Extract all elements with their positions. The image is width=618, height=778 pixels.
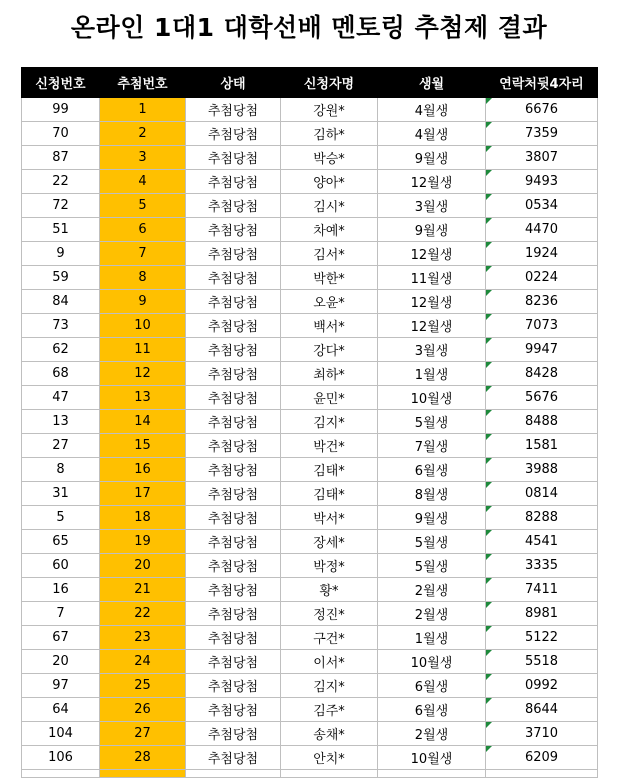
cell-birth-month[interactable]: 6월생 bbox=[378, 698, 486, 722]
cell-birth-month[interactable]: 10월생 bbox=[378, 650, 486, 674]
cell-value: 3807 bbox=[524, 150, 559, 165]
cell-value: 1581 bbox=[524, 438, 559, 453]
cell-status[interactable]: 추첨당첨 bbox=[186, 458, 281, 482]
cell-birth-month[interactable]: 6월생 bbox=[378, 674, 486, 698]
cell-applicant-name[interactable]: 양아* bbox=[281, 170, 378, 194]
cell-status[interactable]: 추첨당첨 bbox=[186, 170, 281, 194]
cell-application-number[interactable]: 64 bbox=[22, 698, 100, 722]
cell-draw-number[interactable]: 14 bbox=[100, 410, 186, 434]
cell-status[interactable]: 추첨당첨 bbox=[186, 554, 281, 578]
cell-draw-number[interactable]: 9 bbox=[100, 290, 186, 314]
cell-application-number[interactable]: 84 bbox=[22, 290, 100, 314]
cell-birth-month bbox=[378, 770, 486, 778]
cell-note-indicator-icon bbox=[486, 338, 492, 344]
table-row bbox=[22, 650, 598, 674]
cell-birth-month[interactable]: 12월생 bbox=[378, 170, 486, 194]
cell-status[interactable]: 추첨당첨 bbox=[186, 386, 281, 410]
cell-applicant-name bbox=[281, 770, 378, 778]
cell-application-number[interactable]: 13 bbox=[22, 410, 100, 434]
cell-value: 5518 bbox=[524, 654, 559, 669]
cell-application-number[interactable]: 62 bbox=[22, 338, 100, 362]
header-phone-last4: 연락처뒷4자리 bbox=[486, 68, 598, 98]
cell-note-indicator-icon bbox=[486, 362, 492, 368]
table-row bbox=[22, 218, 598, 242]
cell-applicant-name[interactable]: 김태* bbox=[281, 458, 378, 482]
cell-status[interactable]: 추첨당첨 bbox=[186, 722, 281, 746]
cell-birth-month[interactable]: 5월생 bbox=[378, 530, 486, 554]
cell-status[interactable]: 추첨당첨 bbox=[186, 410, 281, 434]
cell-note-indicator-icon bbox=[486, 434, 492, 440]
cell-birth-month[interactable]: 2월생 bbox=[378, 578, 486, 602]
cell-phone-last4[interactable] bbox=[486, 242, 598, 266]
cell-birth-month[interactable]: 5월생 bbox=[378, 410, 486, 434]
cell-status[interactable]: 추첨당첨 bbox=[186, 578, 281, 602]
cell-application-number[interactable]: 7 bbox=[22, 602, 100, 626]
cell-applicant-name[interactable]: 박건* bbox=[281, 434, 378, 458]
cell-draw-number[interactable]: 23 bbox=[100, 626, 186, 650]
cell-applicant-name[interactable]: 황* bbox=[281, 578, 378, 602]
cell-value: 0224 bbox=[524, 270, 559, 285]
cell-application-number[interactable]: 87 bbox=[22, 146, 100, 170]
cell-draw-number[interactable]: 2 bbox=[100, 122, 186, 146]
cell-phone-last4[interactable] bbox=[486, 482, 598, 506]
cell-applicant-name[interactable]: 강다* bbox=[281, 338, 378, 362]
cell-phone-last4[interactable] bbox=[486, 722, 598, 746]
cell-application-number[interactable]: 27 bbox=[22, 434, 100, 458]
table-row bbox=[22, 290, 598, 314]
cell-value: 6676 bbox=[524, 102, 559, 117]
cell-birth-month[interactable]: 6월생 bbox=[378, 458, 486, 482]
cell-phone-last4[interactable] bbox=[486, 578, 598, 602]
header-row bbox=[22, 68, 598, 98]
cell-birth-month[interactable]: 12월생 bbox=[378, 242, 486, 266]
cell-note-indicator-icon bbox=[486, 506, 492, 512]
cell-application-number[interactable]: 22 bbox=[22, 170, 100, 194]
cell-applicant-name[interactable]: 박서* bbox=[281, 506, 378, 530]
cell-application-number[interactable]: 5 bbox=[22, 506, 100, 530]
cell-birth-month[interactable]: 2월생 bbox=[378, 602, 486, 626]
cell-status[interactable]: 추첨당첨 bbox=[186, 434, 281, 458]
table-row bbox=[22, 410, 598, 434]
cell-value: 7359 bbox=[524, 126, 559, 141]
cell-phone-last4[interactable] bbox=[486, 410, 598, 434]
cell-note-indicator-icon bbox=[486, 98, 492, 104]
cell-birth-month[interactable]: 3월생 bbox=[378, 194, 486, 218]
cell-birth-month[interactable]: 5월생 bbox=[378, 554, 486, 578]
table-row bbox=[22, 146, 598, 170]
cell-phone-last4[interactable] bbox=[486, 698, 598, 722]
cell-draw-number[interactable]: 21 bbox=[100, 578, 186, 602]
cell-draw-number bbox=[100, 770, 186, 778]
cell-status[interactable]: 추첨당첨 bbox=[186, 530, 281, 554]
cell-applicant-name[interactable]: 김하* bbox=[281, 122, 378, 146]
cell-phone-last4[interactable] bbox=[486, 170, 598, 194]
cell-application-number[interactable]: 70 bbox=[22, 122, 100, 146]
cell-draw-number[interactable]: 22 bbox=[100, 602, 186, 626]
cell-draw-number[interactable]: 16 bbox=[100, 458, 186, 482]
cell-phone-last4[interactable] bbox=[486, 458, 598, 482]
table-row bbox=[22, 266, 598, 290]
cell-status[interactable]: 추첨당첨 bbox=[186, 290, 281, 314]
cell-value: 3710 bbox=[524, 726, 559, 741]
cell-draw-number[interactable]: 26 bbox=[100, 698, 186, 722]
cell-application-number[interactable]: 67 bbox=[22, 626, 100, 650]
cell-note-indicator-icon bbox=[486, 242, 492, 248]
cell-phone-last4[interactable] bbox=[486, 122, 598, 146]
cell-draw-number[interactable]: 18 bbox=[100, 506, 186, 530]
cell-status[interactable]: 추첨당첨 bbox=[186, 746, 281, 770]
cell-note-indicator-icon bbox=[486, 698, 492, 704]
table-row bbox=[22, 578, 598, 602]
cell-draw-number[interactable]: 7 bbox=[100, 242, 186, 266]
table-row bbox=[22, 122, 598, 146]
cell-application-number[interactable]: 31 bbox=[22, 482, 100, 506]
cell-note-indicator-icon bbox=[486, 602, 492, 608]
table-row bbox=[22, 698, 598, 722]
cell-draw-number[interactable]: 28 bbox=[100, 746, 186, 770]
table-row bbox=[22, 674, 598, 698]
cell-value: 0814 bbox=[524, 486, 559, 501]
cell-status[interactable]: 추첨당첨 bbox=[186, 698, 281, 722]
cell-value: 8236 bbox=[524, 294, 559, 309]
cell-phone-last4[interactable] bbox=[486, 530, 598, 554]
cell-value: 8981 bbox=[524, 606, 559, 621]
cell-birth-month[interactable]: 7월생 bbox=[378, 434, 486, 458]
cell-birth-month[interactable]: 1월생 bbox=[378, 362, 486, 386]
cell-birth-month[interactable]: 4월생 bbox=[378, 98, 486, 122]
cell-application-number[interactable]: 47 bbox=[22, 386, 100, 410]
cell-applicant-name[interactable]: 이서* bbox=[281, 650, 378, 674]
header-status: 상태 bbox=[186, 68, 281, 98]
cell-draw-number[interactable]: 17 bbox=[100, 482, 186, 506]
table-row bbox=[22, 602, 598, 626]
cell-application-number[interactable]: 20 bbox=[22, 650, 100, 674]
cell-status[interactable]: 추첨당첨 bbox=[186, 242, 281, 266]
cell-value: 4470 bbox=[524, 222, 559, 237]
cell-birth-month[interactable]: 10월생 bbox=[378, 386, 486, 410]
table-row bbox=[22, 98, 598, 122]
cell-draw-number[interactable]: 10 bbox=[100, 314, 186, 338]
cell-status bbox=[186, 770, 281, 778]
cell-note-indicator-icon bbox=[486, 578, 492, 584]
cell-status[interactable]: 추첨당첨 bbox=[186, 602, 281, 626]
cell-birth-month[interactable]: 1월생 bbox=[378, 626, 486, 650]
cell-applicant-name[interactable]: 박한* bbox=[281, 266, 378, 290]
cell-applicant-name[interactable]: 김지* bbox=[281, 410, 378, 434]
cell-application-number[interactable]: 51 bbox=[22, 218, 100, 242]
header-applicant-name: 신청자명 bbox=[281, 68, 378, 98]
cell-status[interactable]: 추첨당첨 bbox=[186, 218, 281, 242]
table-row bbox=[22, 314, 598, 338]
cell-value: 7073 bbox=[524, 318, 559, 333]
cell-status[interactable]: 추첨당첨 bbox=[186, 146, 281, 170]
cell-note-indicator-icon bbox=[486, 194, 492, 200]
cell-status[interactable]: 추첨당첨 bbox=[186, 626, 281, 650]
cell-status[interactable]: 추첨당첨 bbox=[186, 266, 281, 290]
cell-note-indicator-icon bbox=[486, 554, 492, 560]
cell-note-indicator-icon bbox=[486, 386, 492, 392]
cell-application-number[interactable]: 68 bbox=[22, 362, 100, 386]
table-row bbox=[22, 170, 598, 194]
cell-birth-month[interactable]: 12월생 bbox=[378, 290, 486, 314]
cell-applicant-name[interactable]: 오윤* bbox=[281, 290, 378, 314]
cell-phone-last4[interactable] bbox=[486, 218, 598, 242]
cell-birth-month[interactable]: 9월생 bbox=[378, 506, 486, 530]
cell-birth-month[interactable]: 9월생 bbox=[378, 146, 486, 170]
cell-value: 3988 bbox=[524, 462, 559, 477]
cell-applicant-name[interactable]: 차예* bbox=[281, 218, 378, 242]
cell-draw-number[interactable]: 15 bbox=[100, 434, 186, 458]
table-row bbox=[22, 458, 598, 482]
cell-applicant-name[interactable]: 김주* bbox=[281, 698, 378, 722]
cell-note-indicator-icon bbox=[486, 674, 492, 680]
cell-value: 5122 bbox=[524, 630, 559, 645]
cell-note-indicator-icon bbox=[486, 170, 492, 176]
table-row bbox=[22, 338, 598, 362]
cell-note-indicator-icon bbox=[486, 482, 492, 488]
cell-application-number[interactable]: 60 bbox=[22, 554, 100, 578]
table-row bbox=[22, 530, 598, 554]
cell-value: 9947 bbox=[524, 342, 559, 357]
table-row bbox=[22, 386, 598, 410]
cell-phone-last4[interactable] bbox=[486, 674, 598, 698]
cell-phone-last4 bbox=[486, 770, 598, 778]
cell-status[interactable]: 추첨당첨 bbox=[186, 362, 281, 386]
cell-phone-last4[interactable] bbox=[486, 626, 598, 650]
cell-draw-number[interactable]: 6 bbox=[100, 218, 186, 242]
cell-application-number[interactable]: 104 bbox=[22, 722, 100, 746]
cell-value: 5676 bbox=[524, 390, 559, 405]
cell-value: 8488 bbox=[524, 414, 559, 429]
cell-applicant-name[interactable]: 장세* bbox=[281, 530, 378, 554]
cell-phone-last4[interactable] bbox=[486, 434, 598, 458]
cell-phone-last4[interactable] bbox=[486, 98, 598, 122]
cell-note-indicator-icon bbox=[486, 218, 492, 224]
cell-note-indicator-icon bbox=[486, 146, 492, 152]
cell-birth-month[interactable]: 3월생 bbox=[378, 338, 486, 362]
table-row bbox=[22, 626, 598, 650]
cell-application-number[interactable]: 59 bbox=[22, 266, 100, 290]
cell-note-indicator-icon bbox=[486, 746, 492, 752]
cell-value: 7411 bbox=[524, 582, 559, 597]
cell-value: 8288 bbox=[524, 510, 559, 525]
cell-birth-month[interactable]: 2월생 bbox=[378, 722, 486, 746]
cell-application-number bbox=[22, 770, 100, 778]
cell-phone-last4[interactable] bbox=[486, 506, 598, 530]
cell-birth-month[interactable]: 9월생 bbox=[378, 218, 486, 242]
cell-note-indicator-icon bbox=[486, 722, 492, 728]
table-row bbox=[22, 506, 598, 530]
cell-status[interactable]: 추첨당첨 bbox=[186, 506, 281, 530]
table-row bbox=[22, 242, 598, 266]
cell-applicant-name[interactable]: 강원* bbox=[281, 98, 378, 122]
cell-applicant-name[interactable]: 박정* bbox=[281, 554, 378, 578]
cell-applicant-name[interactable]: 안치* bbox=[281, 746, 378, 770]
cell-birth-month[interactable]: 12월생 bbox=[378, 314, 486, 338]
cell-application-number[interactable]: 9 bbox=[22, 242, 100, 266]
cell-application-number[interactable]: 65 bbox=[22, 530, 100, 554]
cell-phone-last4[interactable] bbox=[486, 314, 598, 338]
cell-draw-number[interactable]: 4 bbox=[100, 170, 186, 194]
cell-applicant-name[interactable]: 박승* bbox=[281, 146, 378, 170]
cell-note-indicator-icon bbox=[486, 458, 492, 464]
cell-draw-number[interactable]: 1 bbox=[100, 98, 186, 122]
cell-value: 1924 bbox=[524, 246, 559, 261]
cell-applicant-name[interactable]: 백서* bbox=[281, 314, 378, 338]
cell-applicant-name[interactable]: 김서* bbox=[281, 242, 378, 266]
cell-applicant-name[interactable]: 김태* bbox=[281, 482, 378, 506]
cell-draw-number[interactable]: 24 bbox=[100, 650, 186, 674]
table-row bbox=[22, 554, 598, 578]
cell-phone-last4[interactable] bbox=[486, 146, 598, 170]
cell-birth-month[interactable]: 10월생 bbox=[378, 746, 486, 770]
cell-applicant-name[interactable]: 김시* bbox=[281, 194, 378, 218]
table-body bbox=[22, 98, 598, 778]
cell-value: 0992 bbox=[524, 678, 559, 693]
cell-status[interactable]: 추첨당첨 bbox=[186, 674, 281, 698]
cell-phone-last4[interactable] bbox=[486, 194, 598, 218]
cell-note-indicator-icon bbox=[486, 650, 492, 656]
table-row bbox=[22, 722, 598, 746]
results-table bbox=[21, 67, 598, 778]
cell-value: 9493 bbox=[524, 174, 559, 189]
cell-note-indicator-icon bbox=[486, 266, 492, 272]
cell-draw-number[interactable]: 13 bbox=[100, 386, 186, 410]
cell-status[interactable]: 추첨당첨 bbox=[186, 338, 281, 362]
cell-value: 0534 bbox=[524, 198, 559, 213]
cell-note-indicator-icon bbox=[486, 122, 492, 128]
cell-draw-number[interactable]: 11 bbox=[100, 338, 186, 362]
header-draw-number: 추첨번호 bbox=[100, 68, 186, 98]
cell-phone-last4[interactable] bbox=[486, 602, 598, 626]
table-row bbox=[22, 434, 598, 458]
cell-application-number[interactable]: 73 bbox=[22, 314, 100, 338]
cell-status[interactable]: 추첨당첨 bbox=[186, 650, 281, 674]
cell-phone-last4[interactable] bbox=[486, 338, 598, 362]
cell-draw-number[interactable]: 8 bbox=[100, 266, 186, 290]
cell-draw-number[interactable]: 5 bbox=[100, 194, 186, 218]
cell-value: 8644 bbox=[524, 702, 559, 717]
cell-value: 8428 bbox=[524, 366, 559, 381]
cell-draw-number[interactable]: 12 bbox=[100, 362, 186, 386]
cell-phone-last4[interactable] bbox=[486, 746, 598, 770]
cell-phone-last4[interactable] bbox=[486, 650, 598, 674]
cell-phone-last4[interactable] bbox=[486, 290, 598, 314]
cell-applicant-name[interactable]: 정진* bbox=[281, 602, 378, 626]
cell-application-number[interactable]: 97 bbox=[22, 674, 100, 698]
cell-note-indicator-icon bbox=[486, 314, 492, 320]
cell-phone-last4[interactable] bbox=[486, 386, 598, 410]
cell-application-number[interactable]: 72 bbox=[22, 194, 100, 218]
cell-draw-number[interactable]: 27 bbox=[100, 722, 186, 746]
cell-value: 6209 bbox=[524, 750, 559, 765]
cell-status[interactable]: 추첨당첨 bbox=[186, 194, 281, 218]
cell-phone-last4[interactable] bbox=[486, 554, 598, 578]
cell-note-indicator-icon bbox=[486, 626, 492, 632]
table-row bbox=[22, 482, 598, 506]
cell-applicant-name[interactable]: 윤민* bbox=[281, 386, 378, 410]
cell-status[interactable]: 추첨당첨 bbox=[186, 482, 281, 506]
cell-birth-month[interactable]: 11월생 bbox=[378, 266, 486, 290]
table-row bbox=[22, 362, 598, 386]
cell-application-number[interactable]: 8 bbox=[22, 458, 100, 482]
cell-birth-month[interactable]: 8월생 bbox=[378, 482, 486, 506]
table-row bbox=[22, 194, 598, 218]
cell-applicant-name[interactable]: 송채* bbox=[281, 722, 378, 746]
cell-applicant-name[interactable]: 김지* bbox=[281, 674, 378, 698]
cell-applicant-name[interactable]: 구건* bbox=[281, 626, 378, 650]
cell-draw-number[interactable]: 19 bbox=[100, 530, 186, 554]
page-title: 온라인 1대1 대학선배 멘토링 추첨제 결과 bbox=[70, 13, 548, 42]
cell-note-indicator-icon bbox=[486, 530, 492, 536]
table-header bbox=[22, 68, 598, 98]
cell-status[interactable]: 추첨당첨 bbox=[186, 98, 281, 122]
table-row bbox=[22, 746, 598, 770]
cell-status[interactable]: 추첨당첨 bbox=[186, 122, 281, 146]
cell-draw-number[interactable]: 3 bbox=[100, 146, 186, 170]
cell-note-indicator-icon bbox=[486, 290, 492, 296]
header-application-number: 신청번호 bbox=[22, 68, 100, 98]
cell-status[interactable]: 추첨당첨 bbox=[186, 314, 281, 338]
cell-phone-last4[interactable] bbox=[486, 266, 598, 290]
cell-note-indicator-icon bbox=[486, 410, 492, 416]
cell-draw-number[interactable]: 20 bbox=[100, 554, 186, 578]
cell-application-number[interactable]: 106 bbox=[22, 746, 100, 770]
table-row-partial bbox=[22, 770, 598, 778]
cell-application-number[interactable]: 16 bbox=[22, 578, 100, 602]
header-birth-month: 생월 bbox=[378, 68, 486, 98]
cell-application-number[interactable]: 99 bbox=[22, 98, 100, 122]
cell-value: 3335 bbox=[524, 558, 559, 573]
cell-birth-month[interactable]: 4월생 bbox=[378, 122, 486, 146]
cell-phone-last4[interactable] bbox=[486, 362, 598, 386]
cell-value: 4541 bbox=[524, 534, 559, 549]
cell-applicant-name[interactable]: 최하* bbox=[281, 362, 378, 386]
cell-draw-number[interactable]: 25 bbox=[100, 674, 186, 698]
